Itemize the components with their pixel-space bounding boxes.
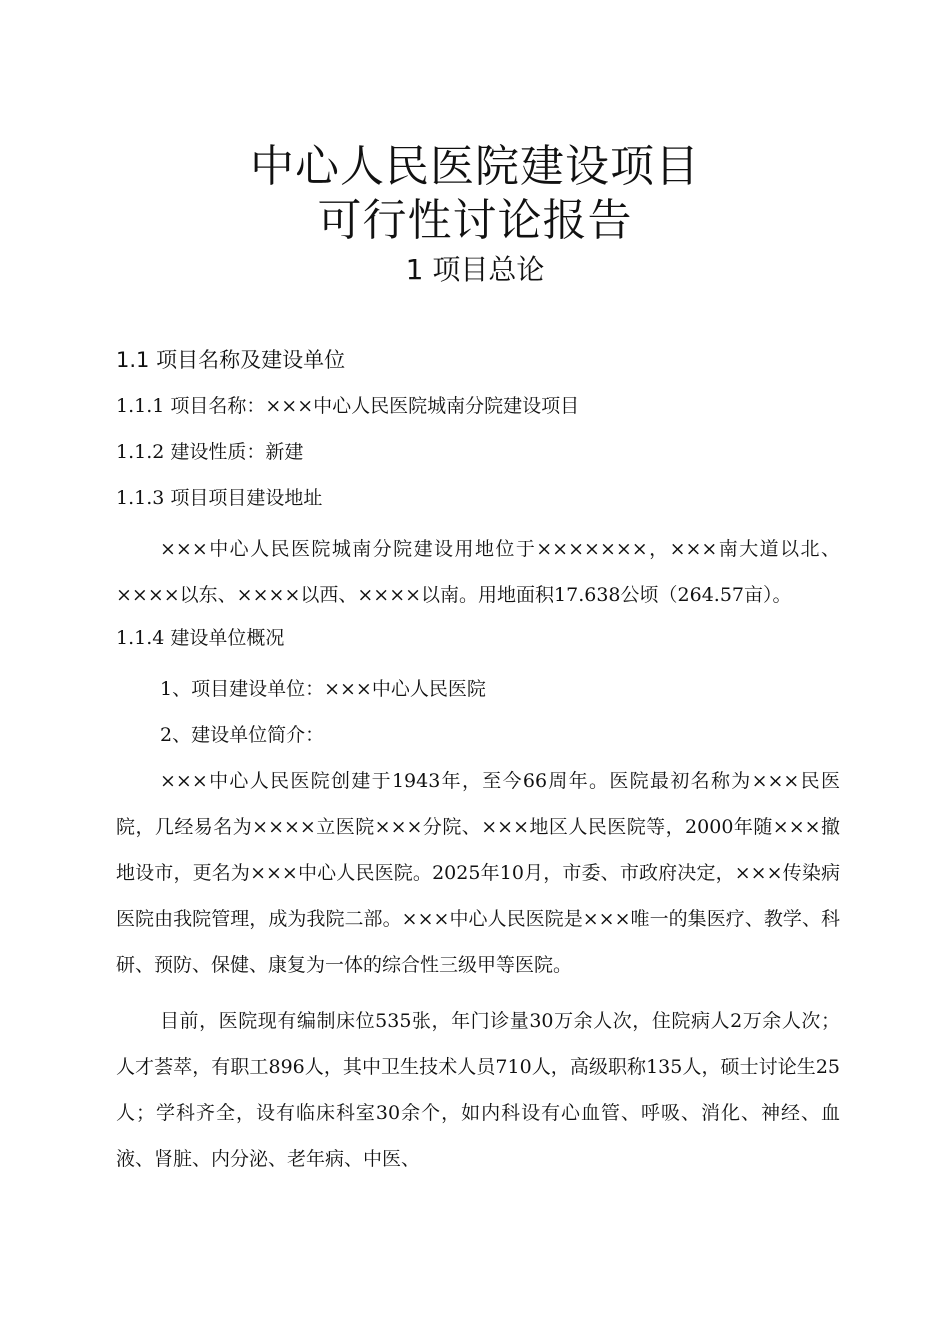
item-1-1-4: 1.1.4 建设单位概况	[116, 627, 285, 649]
item-1-1-3: 1.1.3 项目项目建设地址	[116, 487, 323, 509]
document-body	[116, 342, 840, 1182]
section-heading-1-1: 1.1 项目名称及建设单位	[116, 348, 346, 372]
item-1-1-2: 1.1.2 建设性质：新建	[116, 441, 304, 463]
title-block	[0, 140, 950, 290]
intro-paragraph-1: ×××中心人民医院创建于1943年，至今66周年。医院最初名称为×××民医院，几经易名为××××立医院×××分院、×××地区人民医院等，2000年随×××撤地设市，更名为×××中心人民医院。2025年10月，市委、市政府决定，×××传染病医院由我院管理，成为我院二部。×××中心人民医院是×××唯一的集医疗、教学、科研、预防、保健、康复为一体的综合性三级甲等医院。	[116, 770, 840, 976]
intro-paragraph-2: 目前，医院现有编制床位535张，年门诊量30万余人次，住院病人2万余人次；人才荟萃，有职工896人，其中卫生技术人员710人，高级职称135人，硕士讨论生25人；学科齐全，设有临床科室30余个，如内科设有心血管、呼吸、消化、神经、血液、肾脏、内分泌、老年病、中医、	[116, 1010, 840, 1170]
document-title-line2: 可行性讨论报告	[317, 195, 633, 246]
unit-line-1: 1、项目建设单位：×××中心人民医院	[160, 678, 486, 700]
document-title-line1: 中心人民医院建设项目	[250, 141, 700, 192]
item-1-1-1: 1.1.1 项目名称：×××中心人民医院城南分院建设项目	[116, 395, 580, 417]
unit-line-2: 2、建设单位简介：	[160, 724, 325, 746]
address-paragraph: ×××中心人民医院城南分院建设用地位于×××××××，×××南大道以北、××××以东、××××以西、××××以南。用地面积17.638公顷（264.57亩）。	[116, 538, 840, 606]
chapter-heading: 1 项目总论	[405, 253, 545, 286]
